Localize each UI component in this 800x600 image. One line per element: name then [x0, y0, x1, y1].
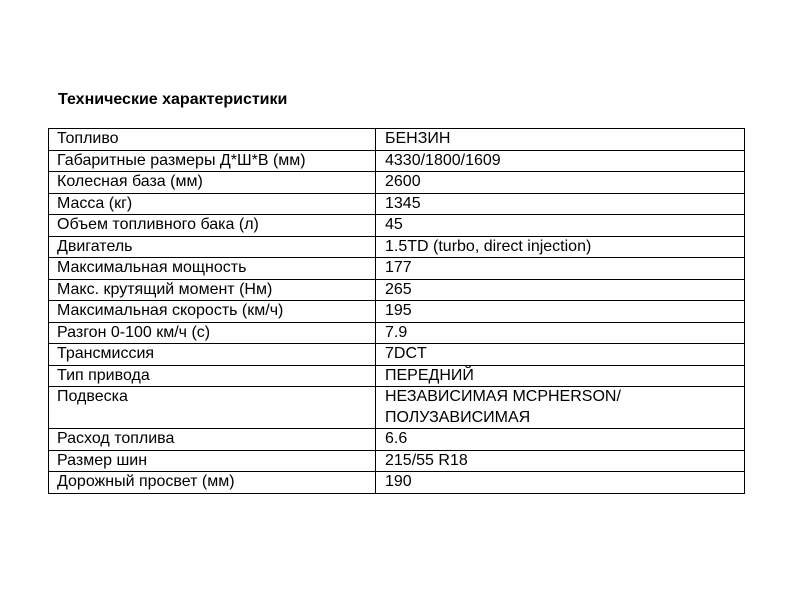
spec-label: Габаритные размеры Д*Ш*В (мм) — [49, 150, 376, 172]
spec-value: ПЕРЕДНИЙ — [376, 365, 745, 387]
table-row — [49, 129, 745, 151]
spec-value: 7.9 — [376, 322, 745, 344]
table-row — [49, 301, 745, 323]
spec-value: 4330/1800/1609 — [376, 150, 745, 172]
table-row — [49, 387, 745, 429]
spec-value: 7DCT — [376, 344, 745, 366]
specifications-table — [48, 128, 745, 494]
spec-label: Расход топлива — [49, 429, 376, 451]
table-row — [49, 150, 745, 172]
spec-value: 265 — [376, 279, 745, 301]
spec-value: БЕНЗИН — [376, 129, 745, 151]
spec-label: Тип привода — [49, 365, 376, 387]
spec-label: Дорожный просвет (мм) — [49, 472, 376, 494]
table-row — [49, 215, 745, 237]
spec-value: 1.5TD (turbo, direct injection) — [376, 236, 745, 258]
spec-label: Подвеска — [49, 387, 376, 429]
spec-value: 45 — [376, 215, 745, 237]
spec-label: Колесная база (мм) — [49, 172, 376, 194]
table-row — [49, 472, 745, 494]
table-row — [49, 258, 745, 280]
spec-label: Масса (кг) — [49, 193, 376, 215]
table-row — [49, 322, 745, 344]
spec-value: 195 — [376, 301, 745, 323]
table-row — [49, 450, 745, 472]
spec-label: Максимальная мощность — [49, 258, 376, 280]
table-row — [49, 279, 745, 301]
spec-label: Двигатель — [49, 236, 376, 258]
spec-label: Разгон 0-100 км/ч (с) — [49, 322, 376, 344]
spec-value: 177 — [376, 258, 745, 280]
spec-label: Размер шин — [49, 450, 376, 472]
spec-value: 215/55 R18 — [376, 450, 745, 472]
table-row — [49, 365, 745, 387]
table-row — [49, 344, 745, 366]
table-row — [49, 172, 745, 194]
table-row — [49, 236, 745, 258]
page-title: Технические характеристики — [58, 91, 288, 108]
spec-value: 190 — [376, 472, 745, 494]
spec-value: НЕЗАВИСИМАЯ MCPHERSON/ПОЛУЗАВИСИМАЯ — [376, 387, 745, 429]
spec-label: Трансмиссия — [49, 344, 376, 366]
spec-label: Максимальная скорость (км/ч) — [49, 301, 376, 323]
table-row — [49, 429, 745, 451]
spec-value: 1345 — [376, 193, 745, 215]
spec-value: 6.6 — [376, 429, 745, 451]
spec-label: Объем топливного бака (л) — [49, 215, 376, 237]
table-row — [49, 193, 745, 215]
spec-value: 2600 — [376, 172, 745, 194]
spec-label: Макс. крутящий момент (Нм) — [49, 279, 376, 301]
spec-label: Топливо — [49, 129, 376, 151]
